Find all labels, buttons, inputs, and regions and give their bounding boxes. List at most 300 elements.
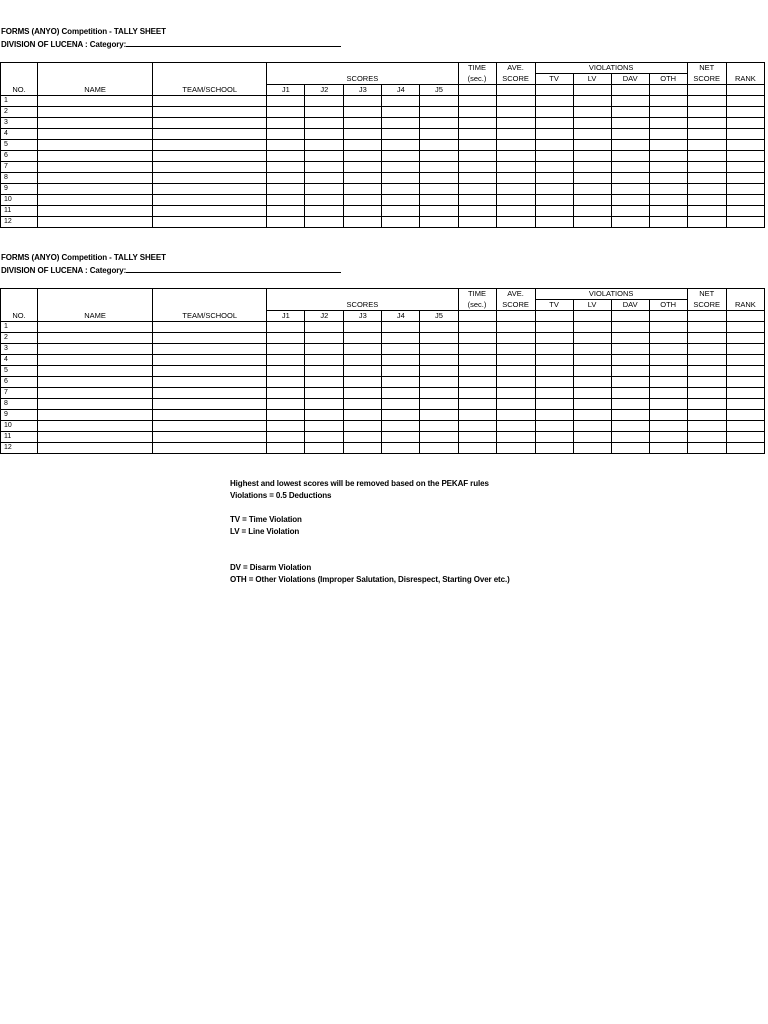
- entry-cell[interactable]: [726, 344, 764, 355]
- entry-cell[interactable]: [496, 107, 535, 118]
- entry-cell[interactable]: [267, 206, 305, 217]
- entry-cell[interactable]: [305, 432, 344, 443]
- entry-cell[interactable]: [305, 151, 344, 162]
- entry-cell[interactable]: [420, 432, 458, 443]
- entry-cell[interactable]: [267, 184, 305, 195]
- entry-cell[interactable]: [573, 151, 611, 162]
- entry-cell[interactable]: [458, 118, 496, 129]
- entry-cell[interactable]: [153, 118, 267, 129]
- entry-cell[interactable]: [687, 333, 726, 344]
- entry-cell[interactable]: [38, 173, 153, 184]
- entry-cell[interactable]: [420, 421, 458, 432]
- entry-cell[interactable]: [726, 162, 764, 173]
- entry-cell[interactable]: [344, 366, 382, 377]
- entry-cell[interactable]: [573, 217, 611, 228]
- entry-cell[interactable]: [153, 443, 267, 454]
- entry-cell[interactable]: [649, 129, 687, 140]
- entry-cell[interactable]: [458, 322, 496, 333]
- entry-cell[interactable]: [611, 344, 649, 355]
- entry-cell[interactable]: [382, 333, 420, 344]
- entry-cell[interactable]: [420, 388, 458, 399]
- entry-cell[interactable]: [382, 399, 420, 410]
- entry-cell[interactable]: [153, 410, 267, 421]
- entry-cell[interactable]: [726, 195, 764, 206]
- entry-cell[interactable]: [305, 344, 344, 355]
- entry-cell[interactable]: [496, 195, 535, 206]
- entry-cell[interactable]: [458, 162, 496, 173]
- entry-cell[interactable]: [382, 355, 420, 366]
- entry-cell[interactable]: [535, 140, 573, 151]
- entry-cell[interactable]: [420, 377, 458, 388]
- entry-cell[interactable]: [153, 195, 267, 206]
- entry-cell[interactable]: [611, 217, 649, 228]
- entry-cell[interactable]: [382, 195, 420, 206]
- entry-cell[interactable]: [573, 421, 611, 432]
- entry-cell[interactable]: [305, 388, 344, 399]
- entry-cell[interactable]: [38, 421, 153, 432]
- entry-cell[interactable]: [496, 151, 535, 162]
- entry-cell[interactable]: [649, 388, 687, 399]
- entry-cell[interactable]: [611, 432, 649, 443]
- entry-cell[interactable]: [382, 140, 420, 151]
- entry-cell[interactable]: [38, 206, 153, 217]
- entry-cell[interactable]: [573, 344, 611, 355]
- entry-cell[interactable]: [382, 184, 420, 195]
- entry-cell[interactable]: [496, 173, 535, 184]
- entry-cell[interactable]: [458, 173, 496, 184]
- entry-cell[interactable]: [344, 217, 382, 228]
- entry-cell[interactable]: [420, 195, 458, 206]
- entry-cell[interactable]: [344, 107, 382, 118]
- entry-cell[interactable]: [267, 399, 305, 410]
- entry-cell[interactable]: [726, 107, 764, 118]
- entry-cell[interactable]: [611, 388, 649, 399]
- entry-cell[interactable]: [687, 140, 726, 151]
- entry-cell[interactable]: [38, 129, 153, 140]
- entry-cell[interactable]: [535, 443, 573, 454]
- entry-cell[interactable]: [38, 184, 153, 195]
- entry-cell[interactable]: [649, 184, 687, 195]
- entry-cell[interactable]: [420, 410, 458, 421]
- entry-cell[interactable]: [38, 151, 153, 162]
- entry-cell[interactable]: [305, 195, 344, 206]
- entry-cell[interactable]: [687, 217, 726, 228]
- entry-cell[interactable]: [153, 344, 267, 355]
- entry-cell[interactable]: [496, 399, 535, 410]
- entry-cell[interactable]: [153, 432, 267, 443]
- entry-cell[interactable]: [305, 217, 344, 228]
- entry-cell[interactable]: [573, 399, 611, 410]
- entry-cell[interactable]: [649, 162, 687, 173]
- entry-cell[interactable]: [535, 107, 573, 118]
- entry-cell[interactable]: [344, 195, 382, 206]
- entry-cell[interactable]: [649, 421, 687, 432]
- entry-cell[interactable]: [153, 366, 267, 377]
- entry-cell[interactable]: [420, 107, 458, 118]
- entry-cell[interactable]: [267, 366, 305, 377]
- entry-cell[interactable]: [267, 217, 305, 228]
- entry-cell[interactable]: [687, 366, 726, 377]
- entry-cell[interactable]: [305, 355, 344, 366]
- entry-cell[interactable]: [344, 399, 382, 410]
- entry-cell[interactable]: [305, 443, 344, 454]
- entry-cell[interactable]: [153, 421, 267, 432]
- entry-cell[interactable]: [611, 173, 649, 184]
- entry-cell[interactable]: [267, 322, 305, 333]
- entry-cell[interactable]: [573, 140, 611, 151]
- entry-cell[interactable]: [305, 410, 344, 421]
- entry-cell[interactable]: [687, 399, 726, 410]
- entry-cell[interactable]: [726, 366, 764, 377]
- entry-cell[interactable]: [305, 421, 344, 432]
- entry-cell[interactable]: [687, 162, 726, 173]
- entry-cell[interactable]: [420, 162, 458, 173]
- entry-cell[interactable]: [726, 410, 764, 421]
- entry-cell[interactable]: [458, 421, 496, 432]
- entry-cell[interactable]: [649, 96, 687, 107]
- entry-cell[interactable]: [382, 96, 420, 107]
- entry-cell[interactable]: [535, 344, 573, 355]
- entry-cell[interactable]: [344, 96, 382, 107]
- entry-cell[interactable]: [305, 333, 344, 344]
- entry-cell[interactable]: [535, 217, 573, 228]
- entry-cell[interactable]: [496, 217, 535, 228]
- entry-cell[interactable]: [649, 322, 687, 333]
- entry-cell[interactable]: [649, 355, 687, 366]
- entry-cell[interactable]: [267, 107, 305, 118]
- entry-cell[interactable]: [344, 421, 382, 432]
- entry-cell[interactable]: [573, 107, 611, 118]
- entry-cell[interactable]: [458, 333, 496, 344]
- entry-cell[interactable]: [382, 206, 420, 217]
- entry-cell[interactable]: [573, 388, 611, 399]
- entry-cell[interactable]: [153, 377, 267, 388]
- entry-cell[interactable]: [38, 140, 153, 151]
- entry-cell[interactable]: [726, 173, 764, 184]
- entry-cell[interactable]: [153, 355, 267, 366]
- entry-cell[interactable]: [382, 344, 420, 355]
- entry-cell[interactable]: [382, 118, 420, 129]
- entry-cell[interactable]: [611, 377, 649, 388]
- entry-cell[interactable]: [153, 206, 267, 217]
- entry-cell[interactable]: [611, 129, 649, 140]
- entry-cell[interactable]: [535, 399, 573, 410]
- entry-cell[interactable]: [496, 184, 535, 195]
- entry-cell[interactable]: [458, 366, 496, 377]
- entry-cell[interactable]: [305, 96, 344, 107]
- entry-cell[interactable]: [649, 333, 687, 344]
- entry-cell[interactable]: [649, 206, 687, 217]
- entry-cell[interactable]: [535, 184, 573, 195]
- entry-cell[interactable]: [726, 151, 764, 162]
- entry-cell[interactable]: [382, 443, 420, 454]
- entry-cell[interactable]: [305, 107, 344, 118]
- entry-cell[interactable]: [496, 355, 535, 366]
- entry-cell[interactable]: [535, 206, 573, 217]
- entry-cell[interactable]: [305, 399, 344, 410]
- entry-cell[interactable]: [382, 377, 420, 388]
- entry-cell[interactable]: [267, 333, 305, 344]
- entry-cell[interactable]: [344, 344, 382, 355]
- entry-cell[interactable]: [420, 151, 458, 162]
- entry-cell[interactable]: [267, 432, 305, 443]
- entry-cell[interactable]: [38, 388, 153, 399]
- entry-cell[interactable]: [573, 366, 611, 377]
- entry-cell[interactable]: [305, 129, 344, 140]
- entry-cell[interactable]: [535, 195, 573, 206]
- entry-cell[interactable]: [344, 377, 382, 388]
- entry-cell[interactable]: [420, 129, 458, 140]
- entry-cell[interactable]: [267, 162, 305, 173]
- entry-cell[interactable]: [420, 443, 458, 454]
- entry-cell[interactable]: [38, 217, 153, 228]
- entry-cell[interactable]: [344, 443, 382, 454]
- entry-cell[interactable]: [458, 399, 496, 410]
- entry-cell[interactable]: [267, 388, 305, 399]
- entry-cell[interactable]: [305, 322, 344, 333]
- entry-cell[interactable]: [38, 333, 153, 344]
- entry-cell[interactable]: [649, 107, 687, 118]
- entry-cell[interactable]: [458, 206, 496, 217]
- entry-cell[interactable]: [458, 96, 496, 107]
- entry-cell[interactable]: [344, 410, 382, 421]
- entry-cell[interactable]: [38, 195, 153, 206]
- entry-cell[interactable]: [420, 355, 458, 366]
- entry-cell[interactable]: [649, 377, 687, 388]
- entry-cell[interactable]: [267, 195, 305, 206]
- entry-cell[interactable]: [458, 377, 496, 388]
- entry-cell[interactable]: [305, 366, 344, 377]
- entry-cell[interactable]: [344, 140, 382, 151]
- entry-cell[interactable]: [649, 140, 687, 151]
- entry-cell[interactable]: [305, 162, 344, 173]
- entry-cell[interactable]: [649, 195, 687, 206]
- entry-cell[interactable]: [611, 107, 649, 118]
- entry-cell[interactable]: [611, 96, 649, 107]
- entry-cell[interactable]: [535, 162, 573, 173]
- entry-cell[interactable]: [153, 96, 267, 107]
- entry-cell[interactable]: [267, 140, 305, 151]
- entry-cell[interactable]: [382, 162, 420, 173]
- entry-cell[interactable]: [535, 355, 573, 366]
- entry-cell[interactable]: [305, 377, 344, 388]
- category-blank[interactable]: [126, 264, 341, 273]
- entry-cell[interactable]: [535, 322, 573, 333]
- entry-cell[interactable]: [38, 432, 153, 443]
- entry-cell[interactable]: [687, 410, 726, 421]
- entry-cell[interactable]: [726, 129, 764, 140]
- entry-cell[interactable]: [305, 184, 344, 195]
- entry-cell[interactable]: [38, 443, 153, 454]
- entry-cell[interactable]: [458, 129, 496, 140]
- entry-cell[interactable]: [420, 333, 458, 344]
- entry-cell[interactable]: [687, 443, 726, 454]
- entry-cell[interactable]: [649, 410, 687, 421]
- entry-cell[interactable]: [649, 151, 687, 162]
- entry-cell[interactable]: [496, 410, 535, 421]
- entry-cell[interactable]: [496, 377, 535, 388]
- entry-cell[interactable]: [344, 388, 382, 399]
- entry-cell[interactable]: [573, 184, 611, 195]
- entry-cell[interactable]: [38, 162, 153, 173]
- entry-cell[interactable]: [687, 421, 726, 432]
- entry-cell[interactable]: [687, 206, 726, 217]
- entry-cell[interactable]: [344, 162, 382, 173]
- entry-cell[interactable]: [382, 410, 420, 421]
- entry-cell[interactable]: [420, 184, 458, 195]
- entry-cell[interactable]: [267, 173, 305, 184]
- entry-cell[interactable]: [344, 206, 382, 217]
- entry-cell[interactable]: [38, 377, 153, 388]
- entry-cell[interactable]: [535, 377, 573, 388]
- category-blank[interactable]: [126, 38, 341, 47]
- entry-cell[interactable]: [382, 151, 420, 162]
- entry-cell[interactable]: [267, 355, 305, 366]
- entry-cell[interactable]: [687, 96, 726, 107]
- entry-cell[interactable]: [382, 432, 420, 443]
- entry-cell[interactable]: [420, 399, 458, 410]
- entry-cell[interactable]: [382, 421, 420, 432]
- entry-cell[interactable]: [153, 151, 267, 162]
- entry-cell[interactable]: [38, 96, 153, 107]
- entry-cell[interactable]: [611, 184, 649, 195]
- entry-cell[interactable]: [420, 322, 458, 333]
- entry-cell[interactable]: [573, 333, 611, 344]
- entry-cell[interactable]: [573, 443, 611, 454]
- entry-cell[interactable]: [649, 344, 687, 355]
- entry-cell[interactable]: [726, 421, 764, 432]
- entry-cell[interactable]: [611, 410, 649, 421]
- entry-cell[interactable]: [535, 151, 573, 162]
- entry-cell[interactable]: [267, 421, 305, 432]
- entry-cell[interactable]: [649, 399, 687, 410]
- entry-cell[interactable]: [687, 388, 726, 399]
- entry-cell[interactable]: [38, 366, 153, 377]
- entry-cell[interactable]: [420, 366, 458, 377]
- entry-cell[interactable]: [344, 355, 382, 366]
- entry-cell[interactable]: [267, 410, 305, 421]
- entry-cell[interactable]: [573, 96, 611, 107]
- entry-cell[interactable]: [496, 432, 535, 443]
- entry-cell[interactable]: [687, 322, 726, 333]
- entry-cell[interactable]: [344, 118, 382, 129]
- entry-cell[interactable]: [153, 107, 267, 118]
- entry-cell[interactable]: [382, 366, 420, 377]
- entry-cell[interactable]: [458, 107, 496, 118]
- entry-cell[interactable]: [153, 399, 267, 410]
- entry-cell[interactable]: [535, 410, 573, 421]
- entry-cell[interactable]: [267, 344, 305, 355]
- entry-cell[interactable]: [153, 129, 267, 140]
- entry-cell[interactable]: [267, 96, 305, 107]
- entry-cell[interactable]: [458, 195, 496, 206]
- entry-cell[interactable]: [382, 107, 420, 118]
- entry-cell[interactable]: [687, 355, 726, 366]
- entry-cell[interactable]: [573, 173, 611, 184]
- entry-cell[interactable]: [496, 443, 535, 454]
- entry-cell[interactable]: [496, 118, 535, 129]
- entry-cell[interactable]: [267, 118, 305, 129]
- entry-cell[interactable]: [726, 377, 764, 388]
- entry-cell[interactable]: [535, 421, 573, 432]
- entry-cell[interactable]: [267, 377, 305, 388]
- entry-cell[interactable]: [496, 96, 535, 107]
- entry-cell[interactable]: [420, 118, 458, 129]
- entry-cell[interactable]: [458, 410, 496, 421]
- entry-cell[interactable]: [382, 173, 420, 184]
- entry-cell[interactable]: [535, 388, 573, 399]
- entry-cell[interactable]: [535, 118, 573, 129]
- entry-cell[interactable]: [38, 410, 153, 421]
- entry-cell[interactable]: [420, 96, 458, 107]
- entry-cell[interactable]: [687, 377, 726, 388]
- entry-cell[interactable]: [267, 443, 305, 454]
- entry-cell[interactable]: [344, 173, 382, 184]
- entry-cell[interactable]: [726, 355, 764, 366]
- entry-cell[interactable]: [382, 388, 420, 399]
- entry-cell[interactable]: [726, 206, 764, 217]
- entry-cell[interactable]: [496, 140, 535, 151]
- entry-cell[interactable]: [726, 399, 764, 410]
- entry-cell[interactable]: [305, 118, 344, 129]
- entry-cell[interactable]: [687, 184, 726, 195]
- entry-cell[interactable]: [305, 206, 344, 217]
- entry-cell[interactable]: [687, 195, 726, 206]
- entry-cell[interactable]: [496, 322, 535, 333]
- entry-cell[interactable]: [153, 184, 267, 195]
- entry-cell[interactable]: [611, 366, 649, 377]
- entry-cell[interactable]: [153, 217, 267, 228]
- entry-cell[interactable]: [344, 184, 382, 195]
- entry-cell[interactable]: [496, 344, 535, 355]
- entry-cell[interactable]: [458, 355, 496, 366]
- entry-cell[interactable]: [535, 96, 573, 107]
- entry-cell[interactable]: [420, 217, 458, 228]
- entry-cell[interactable]: [611, 206, 649, 217]
- entry-cell[interactable]: [611, 355, 649, 366]
- entry-cell[interactable]: [726, 140, 764, 151]
- entry-cell[interactable]: [38, 322, 153, 333]
- entry-cell[interactable]: [687, 118, 726, 129]
- entry-cell[interactable]: [420, 344, 458, 355]
- entry-cell[interactable]: [649, 173, 687, 184]
- entry-cell[interactable]: [458, 184, 496, 195]
- entry-cell[interactable]: [611, 333, 649, 344]
- entry-cell[interactable]: [726, 217, 764, 228]
- entry-cell[interactable]: [153, 333, 267, 344]
- entry-cell[interactable]: [458, 151, 496, 162]
- entry-cell[interactable]: [458, 388, 496, 399]
- entry-cell[interactable]: [611, 399, 649, 410]
- entry-cell[interactable]: [573, 377, 611, 388]
- entry-cell[interactable]: [153, 322, 267, 333]
- entry-cell[interactable]: [726, 333, 764, 344]
- entry-cell[interactable]: [420, 140, 458, 151]
- entry-cell[interactable]: [153, 388, 267, 399]
- entry-cell[interactable]: [726, 388, 764, 399]
- entry-cell[interactable]: [649, 217, 687, 228]
- entry-cell[interactable]: [573, 322, 611, 333]
- entry-cell[interactable]: [153, 162, 267, 173]
- entry-cell[interactable]: [344, 129, 382, 140]
- entry-cell[interactable]: [344, 333, 382, 344]
- entry-cell[interactable]: [496, 421, 535, 432]
- entry-cell[interactable]: [687, 344, 726, 355]
- entry-cell[interactable]: [458, 443, 496, 454]
- entry-cell[interactable]: [153, 140, 267, 151]
- entry-cell[interactable]: [573, 118, 611, 129]
- entry-cell[interactable]: [687, 151, 726, 162]
